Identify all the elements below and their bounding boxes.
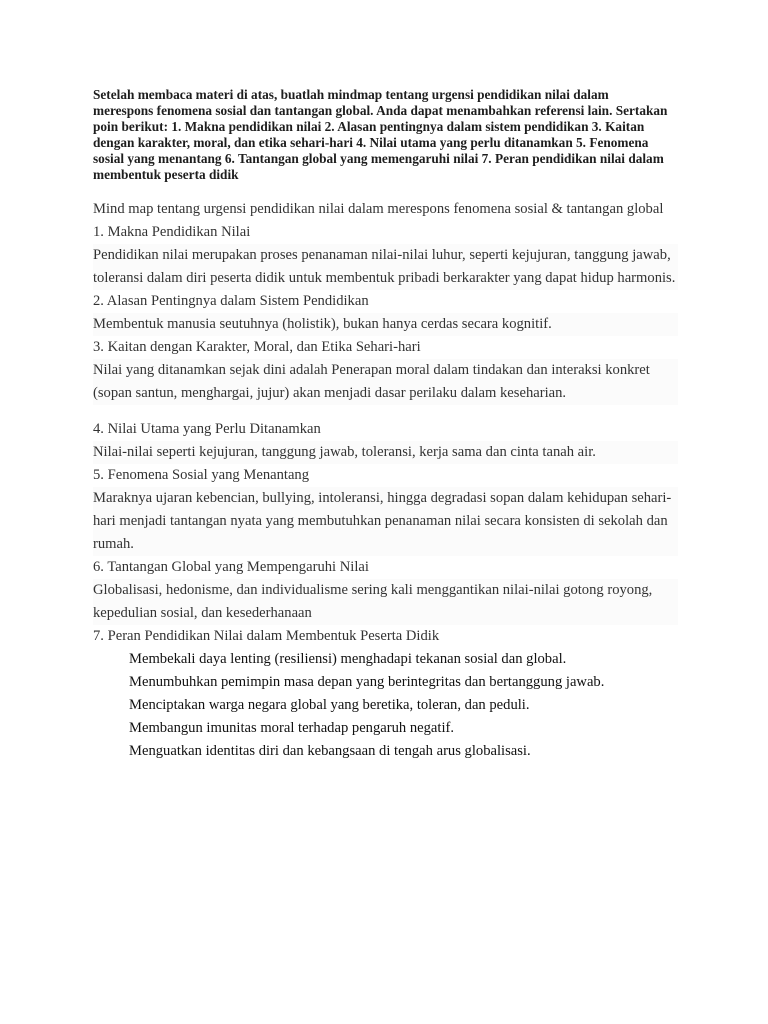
section-body: Nilai yang ditanamkan sejak dini adalah Penerapan moral dalam tindakan dan interaksi konkret (sopan santun, menghargai, jujur) akan menjadi dasar perilaku dalam keseharian. <box>93 359 678 405</box>
section-nilai-utama <box>93 418 678 464</box>
section-body: Globalisasi, hedonisme, dan individualisme sering kali menggantikan nilai-nilai gotong royong, kepedulian sosial, dan kesederhanaan <box>93 579 678 625</box>
spacer <box>93 405 678 418</box>
section-body: Maraknya ujaran kebencian, bullying, intoleransi, hingga degradasi sopan dalam kehidupan sehari-hari menjadi tantangan nyata yang membutuhkan penanaman nilai secara konsisten di sekolah dan rumah. <box>93 487 678 556</box>
section-heading: 7. Peran Pendidikan Nilai dalam Membentuk Peserta Didik <box>93 628 440 644</box>
section-heading: 2. Alasan Pentingnya dalam Sistem Pendidikan <box>93 293 369 309</box>
peran-list <box>93 648 678 763</box>
section-body: Membentuk manusia seutuhnya (holistik), bukan hanya cerdas secara kognitif. <box>93 313 678 336</box>
section-tantangan-global <box>93 556 678 625</box>
section-peran <box>93 625 678 763</box>
mindmap-title: Mind map tentang urgensi pendidikan nilai dalam merespons fenomena sosial & tantangan global <box>93 201 664 217</box>
list-item: Membekali daya lenting (resiliensi) menghadapi tekanan sosial dan global. <box>129 651 567 667</box>
section-heading: 4. Nilai Utama yang Perlu Ditanamkan <box>93 421 321 437</box>
list-item: Menciptakan warga negara global yang beretika, toleran, dan peduli. <box>129 697 530 713</box>
list-item: Menumbuhkan pemimpin masa depan yang berintegritas dan bertanggung jawab. <box>129 674 605 690</box>
section-kaitan <box>93 336 678 405</box>
section-heading: 5. Fenomena Sosial yang Menantang <box>93 467 310 483</box>
section-heading: 6. Tantangan Global yang Mempengaruhi Nilai <box>93 559 369 575</box>
section-heading: 1. Makna Pendidikan Nilai <box>93 224 251 240</box>
section-alasan <box>93 290 678 336</box>
section-body: Nilai-nilai seperti kejujuran, tanggung jawab, toleransi, kerja sama dan cinta tanah air. <box>93 441 678 464</box>
list-item: Menguatkan identitas diri dan kebangsaan di tengah arus globalisasi. <box>129 743 531 759</box>
document-page <box>93 87 678 763</box>
section-makna <box>93 221 678 290</box>
section-heading: 3. Kaitan dengan Karakter, Moral, dan Etika Sehari-hari <box>93 339 421 355</box>
section-fenomena <box>93 464 678 556</box>
assignment-instruction: Setelah membaca materi di atas, buatlah mindmap tentang urgensi pendidikan nilai dalam merespons fenomena sosial dan tantangan global. Anda dapat menambahkan referensi lain. Sertakan poin berikut: 1. Makna pendidikan nilai 2. Alasan pentingnya dalam sistem pendidikan 3. Kaitan dengan karakter, moral, dan etika sehari-hari 4. Nilai utama yang perlu ditanamkan 5. Fenomena sosial yang menantang 6. Tantangan global yang memengaruhi nilai 7. Peran pendidikan nilai dalam membentuk peserta didik <box>93 87 668 182</box>
section-body: Pendidikan nilai merupakan proses penanaman nilai-nilai luhur, seperti kejujuran, tanggung jawab, toleransi dalam diri peserta didik untuk membentuk pribadi berkarakter yang dapat hidup harmonis. <box>93 244 678 290</box>
list-item: Membangun imunitas moral terhadap pengaruh negatif. <box>129 720 455 736</box>
